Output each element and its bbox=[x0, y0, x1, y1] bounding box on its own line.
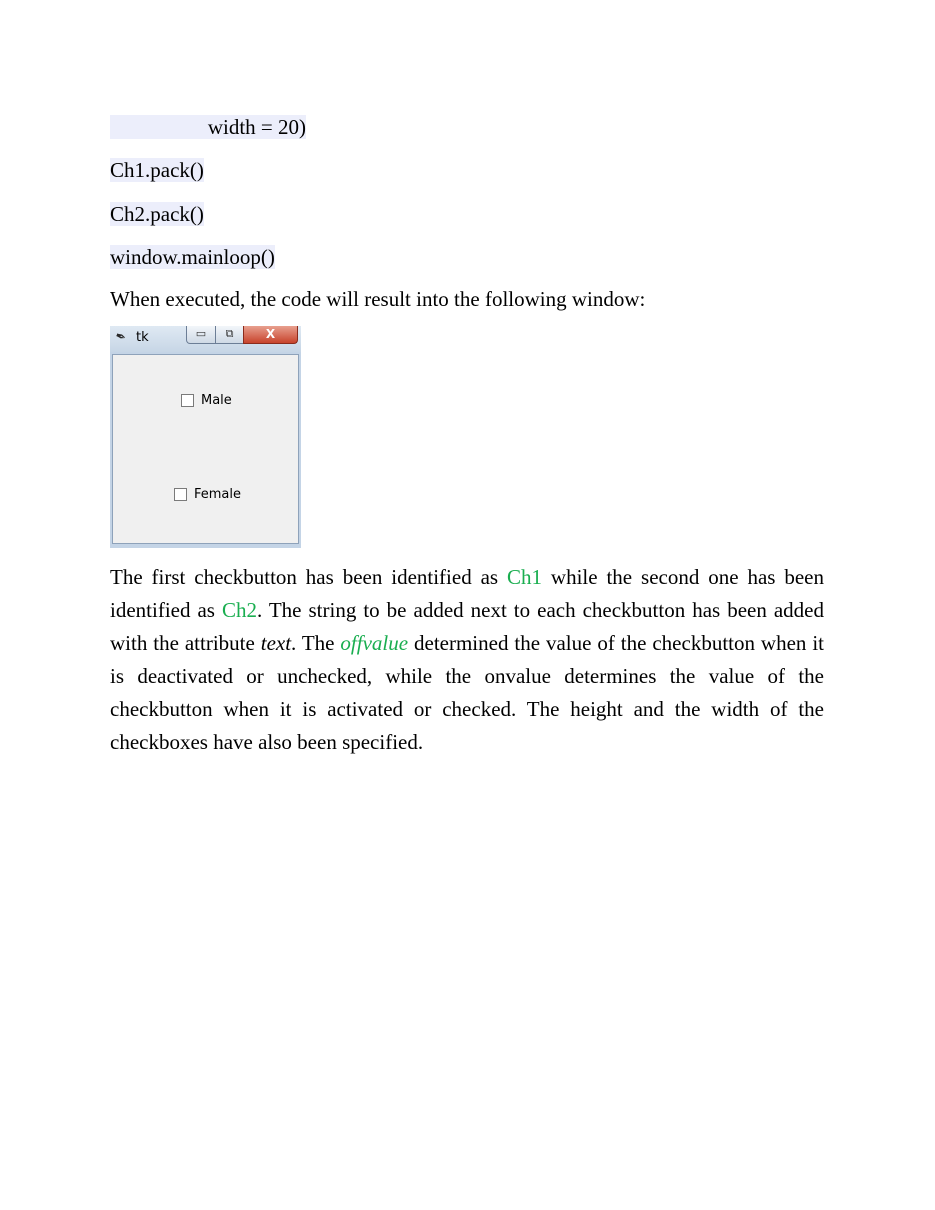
offvalue-keyword: offvalue bbox=[340, 631, 409, 655]
tk-client-area bbox=[112, 354, 299, 544]
explanation-paragraph bbox=[110, 561, 824, 759]
checkbox-male-label: Male bbox=[201, 393, 232, 408]
feather-icon: ✒ bbox=[112, 328, 129, 347]
body-text: while the second one has been identified as bbox=[110, 565, 824, 622]
intro-paragraph: When executed, the code will result into the following window: bbox=[110, 287, 646, 311]
text-attribute: text bbox=[260, 631, 292, 655]
checkbox-female-label: Female bbox=[194, 487, 242, 502]
code-line-ch2-pack: Ch2.pack() bbox=[110, 202, 204, 226]
body-text: The first checkbutton has been identified as bbox=[110, 565, 507, 589]
ch2-keyword: Ch2 bbox=[221, 598, 257, 622]
body-text: determined the value of the checkbutton when it is deactivated or unchecked, while the onvalue determines the value of the checkbutton when it is activated or checked. The height and the width of the checkboxes have also been specified. bbox=[110, 631, 824, 754]
maximize-icon: ⧉ bbox=[215, 326, 244, 344]
body-text: . The bbox=[291, 631, 341, 655]
tk-window-title: tk bbox=[136, 330, 149, 345]
code-line-mainloop: window.mainloop() bbox=[110, 245, 275, 269]
checkbox-box bbox=[181, 394, 194, 407]
ch1-keyword: Ch1 bbox=[507, 565, 543, 589]
checkbox-female bbox=[174, 487, 241, 502]
tk-titlebar bbox=[110, 326, 301, 352]
checkbox-male bbox=[181, 393, 232, 408]
code-line-ch1-pack: Ch1.pack() bbox=[110, 158, 204, 182]
minimize-icon: ▭ bbox=[186, 326, 216, 344]
code-line-width: width = 20) bbox=[110, 115, 306, 139]
body-text: . The string to be added next to each checkbutton has been added with the attribute bbox=[110, 598, 824, 655]
checkbox-box bbox=[174, 488, 187, 501]
close-icon: X bbox=[243, 326, 298, 344]
tk-window-screenshot bbox=[110, 326, 301, 548]
